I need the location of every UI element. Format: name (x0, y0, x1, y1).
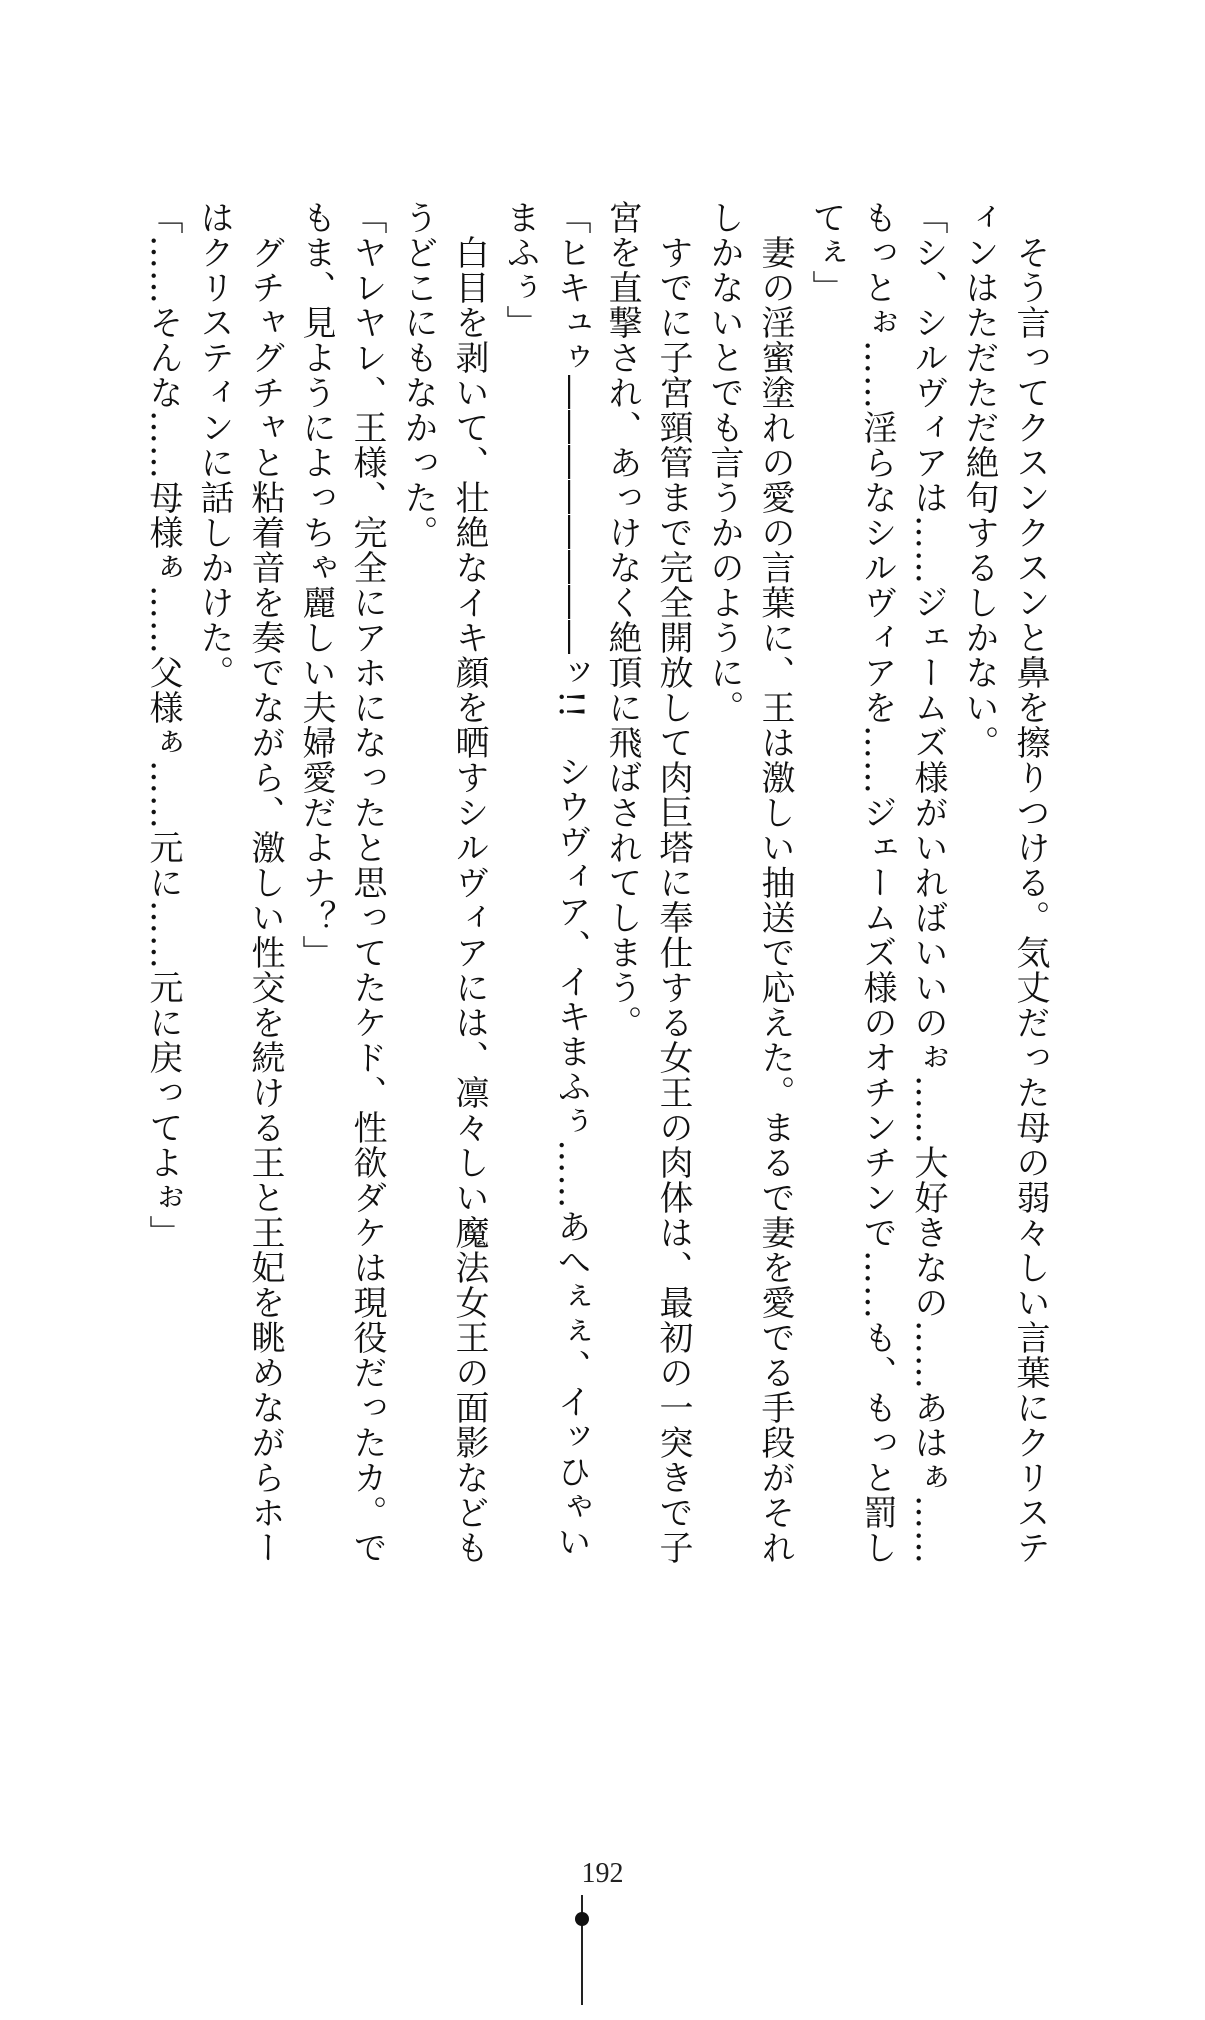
page-leader-dot-icon (575, 1912, 589, 1926)
paragraph-8: グチャグチャと粘着音を奏でながら、激しい性交を続ける王と王妃を眺めながらホーはクリスティンに話しかけた。 (194, 200, 285, 1565)
paragraph-4: すでに子宮頸管まで完全開放して肉巨塔に奉仕する女王の肉体は、最初の一突きで子宮を直撃され、あっけなく絶頂に飛ばされてしまう。 (602, 200, 693, 1565)
vertical-text-body (135, 200, 1055, 1570)
paragraph-9: 「……そんな……母様ぁ……父様ぁ……元に……元に戻ってよぉ」 (143, 200, 183, 1250)
paragraph-1: そう言ってクスンクスンと鼻を擦りつける。気丈だった母の弱々しい言葉にクリスティンはただただ絶句するしかない。 (959, 200, 1050, 1565)
page-number: 192 (581, 1858, 624, 1889)
paragraph-2: 「シ、シルヴィアは……ジェームズ様がいればいいのぉ……大好きなの……あはぁ……もっとぉ……淫らなシルヴィアを……ジェームズ様のオチンチンで……も、もっと罰してぇ」 (806, 200, 948, 1565)
paragraph-6: 白目を剥いて、壮絶なイキ顔を晒すシルヴィアには、凛々しい魔法女王の面影などもうどこにもなかった。 (398, 200, 489, 1565)
paragraph-7: 「ヤレヤレ、王様、完全にアホになったと思ってたケド、性欲ダケは現役だったカ。でもま、見ようによっちゃ麗しい夫婦愛だよナ？」 (296, 200, 387, 1565)
paragraph-3: 妻の淫蜜塗れの愛の言葉に、王は激しい抽送で応えた。まるで妻を愛でる手段がそれしかないとでも言うかのように。 (704, 200, 795, 1565)
paragraph-5: 「ヒキュゥ――――――――ッ!! シウヴィア、イキまふぅ……あへぇぇ、イッひゃいまふぅ」 (500, 200, 591, 1560)
